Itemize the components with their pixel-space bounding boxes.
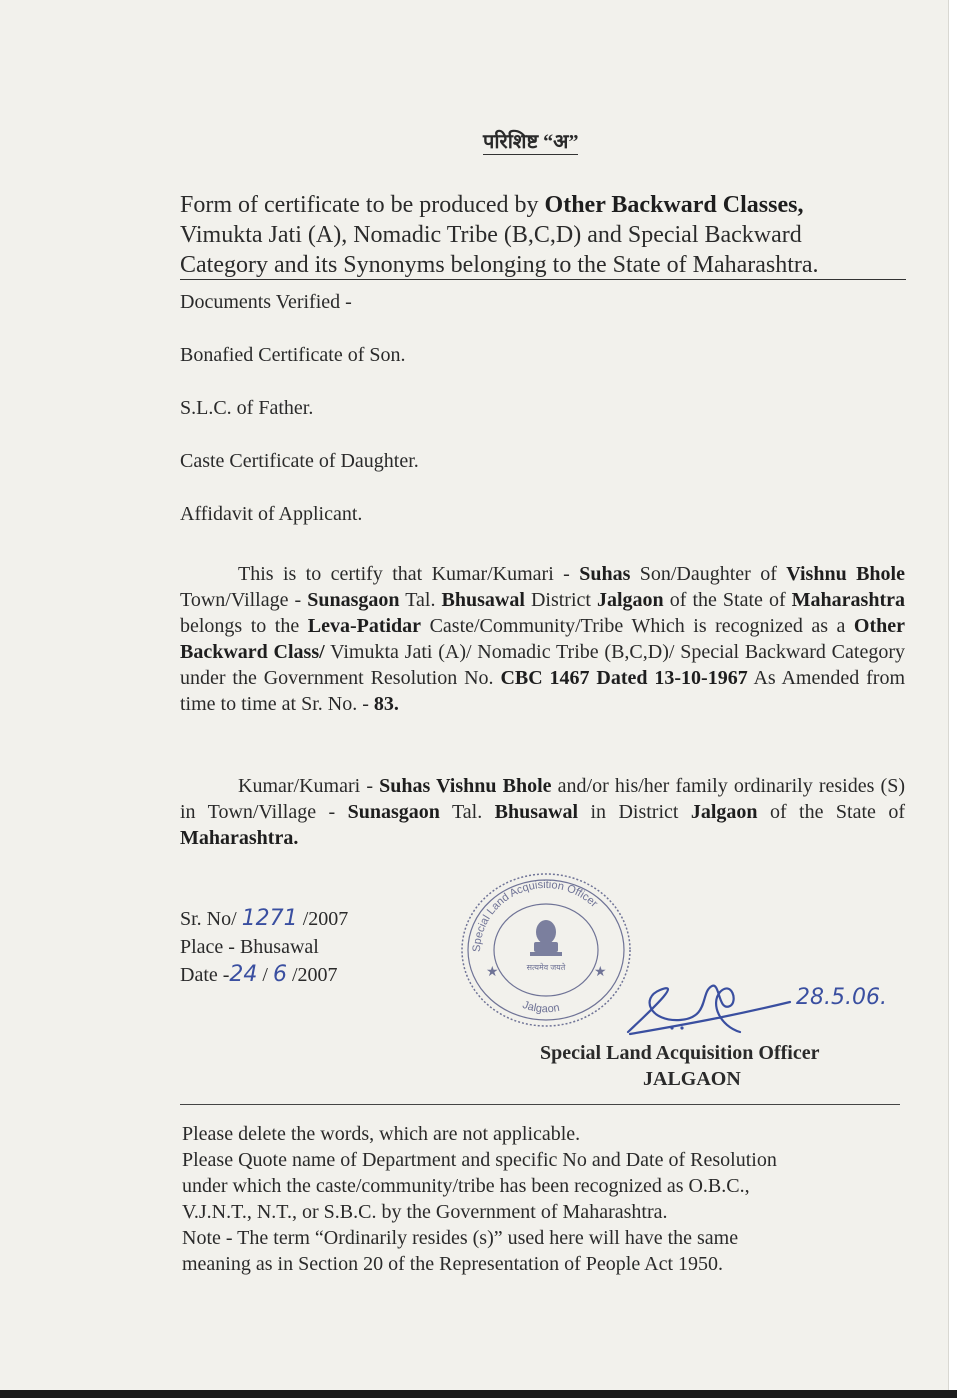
footnote: Note - The term “Ordinarily resides (s)” used here will have the same: [182, 1227, 739, 1249]
resides-text: and/or his/her family ordinarily resides (S) in Town/Village -: [180, 775, 905, 823]
signature-date: 28.5.06.: [796, 985, 887, 1010]
resides-text: Tal.: [439, 801, 495, 823]
village-name: Sunasgaon: [347, 801, 440, 823]
title-line-2: Vimukta Jati (A), Nomadic Tribe (B,C,D) and Special Backward: [180, 222, 802, 248]
document-item: Caste Certificate of Daughter.: [180, 450, 419, 472]
title-divider: [180, 279, 906, 280]
state-name: Maharashtra.: [180, 827, 299, 849]
footnote: Please Quote name of Department and specific No and Date of Resolution: [182, 1149, 777, 1171]
serial-number: 83.: [373, 693, 399, 715]
category-name: Other Backward Class/: [180, 615, 905, 663]
title-line-1: [180, 190, 803, 220]
certify-text: This is to certify that Kumar/Kumari -: [238, 563, 580, 585]
applicant-name: Suhas: [579, 563, 631, 585]
footnote: under which the caste/community/tribe has been recognized as O.B.C.,: [182, 1175, 750, 1197]
district-name: Jalgaon: [690, 801, 758, 823]
residence-paragraph: [180, 773, 905, 851]
district-name: Jalgaon: [597, 589, 664, 611]
village-name: Sunasgaon: [307, 589, 400, 611]
certify-text: of the State of: [663, 589, 792, 611]
document-item: Bonafied Certificate of Son.: [180, 344, 406, 366]
official-seal: [458, 870, 634, 1030]
taluka-name: Bhusawal: [494, 801, 579, 823]
date-month-handwritten: 6: [272, 962, 287, 987]
seal-ring-text: Special Land Acquisition Officer: [470, 878, 600, 953]
date-day-handwritten: 24: [229, 962, 258, 987]
date-year: /2007: [291, 964, 338, 986]
scan-edge: [0, 1390, 957, 1398]
seal-city-text: Jalgaon: [520, 999, 561, 1016]
date-label: Date -: [180, 964, 230, 986]
title-line-3: Category and its Synonyms belonging to the State of Maharashtra.: [180, 252, 819, 278]
certify-text: Vimukta Jati (A)/ Nomadic Tribe (B,C,D)/ Special Backward Category under the Government Resolution No.: [180, 641, 905, 689]
date-separator: /: [262, 964, 268, 986]
certification-paragraph: [180, 561, 905, 717]
resides-text: of the State of: [757, 801, 905, 823]
certify-text: District: [524, 589, 597, 611]
serial-line: [180, 905, 348, 933]
serial-label: Sr. No/: [180, 908, 237, 930]
certify-text: As Amended from time to time at Sr. No. -: [180, 667, 905, 715]
footnote: meaning as in Section 20 of the Representation of People Act 1950.: [182, 1253, 723, 1275]
serial-handwritten: 1271: [241, 906, 298, 931]
footer-divider: [180, 1104, 900, 1105]
serial-year: /2007: [302, 908, 349, 930]
certify-text: Son/Daughter of: [630, 563, 787, 585]
seal-motto: सत्यमेव जयते: [526, 963, 566, 972]
title-line-1-text: Form of certificate to be produced by: [180, 192, 545, 218]
document-item: S.L.C. of Father.: [180, 397, 314, 419]
resides-text: in District: [578, 801, 691, 823]
officer-title: Special Land Acquisition Officer: [540, 1042, 820, 1064]
certify-text: Caste/Community/Tribe Which is recognized as a: [421, 615, 854, 637]
resident-name: Suhas Vishnu Bhole: [379, 775, 552, 797]
caste-name: Leva-Patidar: [307, 615, 422, 637]
resolution-number: CBC 1467 Dated 13-10-1967: [500, 667, 748, 689]
title-line-1-bold: Other Backward Classes,: [544, 192, 804, 218]
certify-text: Town/Village -: [180, 589, 308, 611]
appendix-heading: परिशिष्ट “अ”: [483, 131, 579, 153]
star-icon: ★: [594, 965, 607, 980]
document-item: Affidavit of Applicant.: [180, 503, 363, 525]
national-emblem-icon: [530, 920, 562, 956]
father-name: Vishnu Bhole: [786, 563, 905, 585]
documents-heading: Documents Verified -: [180, 291, 352, 313]
taluka-name: Bhusawal: [441, 589, 525, 611]
footnote: Please delete the words, which are not applicable.: [182, 1123, 581, 1145]
resides-text: Kumar/Kumari -: [238, 775, 380, 797]
place-line: Place - Bhusawal: [180, 936, 319, 958]
certify-text: belongs to the: [180, 615, 308, 637]
star-icon: ★: [486, 965, 499, 980]
signature: [620, 962, 900, 1042]
certify-text: Tal.: [399, 589, 442, 611]
footnote: V.J.N.T., N.T., or S.B.C. by the Government of Maharashtra.: [182, 1201, 668, 1223]
officer-city: JALGAON: [643, 1068, 741, 1090]
state-name: Maharashtra: [791, 589, 905, 611]
date-line: [180, 961, 338, 989]
